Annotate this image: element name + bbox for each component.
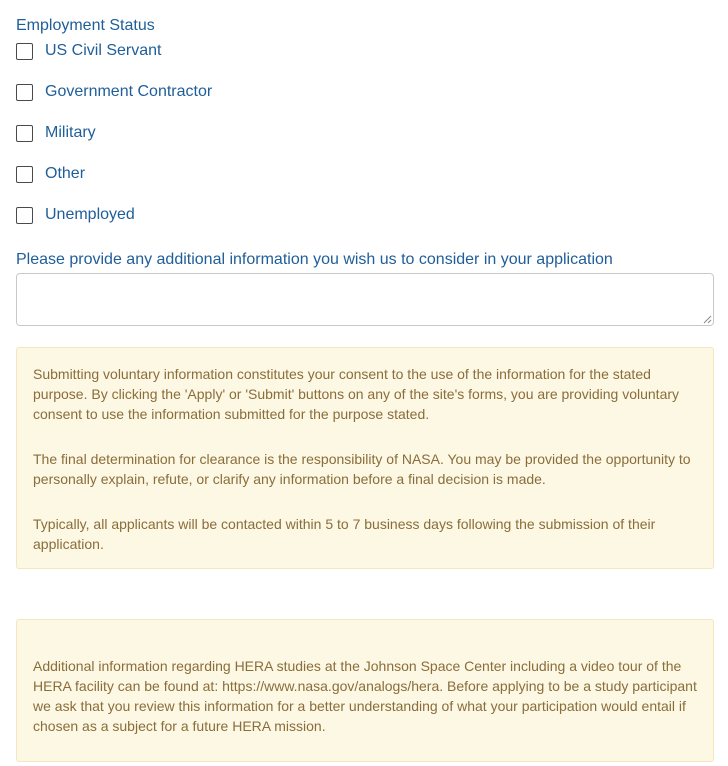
checkbox-unemployed[interactable] xyxy=(16,204,135,226)
clearance-paragraph: The final determination for clearance is the responsibility of NASA. You may be provided the opportunity to personally explain, refute, or clarify any information before a final decision is made. xyxy=(33,451,691,487)
checkbox-unemployed-box[interactable] xyxy=(16,207,33,224)
additional-info-textarea[interactable] xyxy=(16,273,714,326)
consent-notice xyxy=(16,347,714,569)
additional-info-label: Please provide any additional information you wish us to consider in your application xyxy=(16,251,613,268)
checkbox-government-contractor[interactable] xyxy=(16,81,212,103)
checkbox-military-label[interactable]: Military xyxy=(45,124,96,141)
hera-info-paragraph: Additional information regarding HERA studies at the Johnson Space Center including a video tour of the HERA facility can be found at: https://www.nasa.gov/analogs/hera. Before applying to be a study participant we ask that you review this information for a better understanding of what your participation would entail if chosen as a subject for a future HERA mission. xyxy=(33,658,697,734)
checkbox-military[interactable] xyxy=(16,122,96,144)
checkbox-other[interactable] xyxy=(16,163,85,185)
checkbox-us-civil-servant[interactable] xyxy=(16,40,161,62)
contact-timeline-paragraph: Typically, all applicants will be contacted within 5 to 7 business days following the submission of their application. xyxy=(33,516,656,552)
checkbox-other-box[interactable] xyxy=(16,166,33,183)
checkbox-us-civil-servant-label[interactable]: US Civil Servant xyxy=(45,42,162,59)
resize-grip-icon[interactable] xyxy=(702,314,712,324)
checkbox-government-contractor-label[interactable]: Government Contractor xyxy=(45,83,213,100)
checkbox-government-contractor-box[interactable] xyxy=(16,84,33,101)
consent-paragraph: Submitting voluntary information constitutes your consent to the use of the information for the stated purpose. By clicking the 'Apply' or 'Submit' buttons on any of the site's forms, you are providing voluntary consent to use the information submitted for the purpose stated. xyxy=(33,366,680,422)
checkbox-other-label[interactable]: Other xyxy=(45,165,86,182)
checkbox-military-box[interactable] xyxy=(16,125,33,142)
checkbox-unemployed-label[interactable]: Unemployed xyxy=(45,206,135,223)
employment-status-label: Employment Status xyxy=(16,17,155,34)
checkbox-us-civil-servant-box[interactable] xyxy=(16,43,33,60)
hera-notice xyxy=(16,619,714,762)
